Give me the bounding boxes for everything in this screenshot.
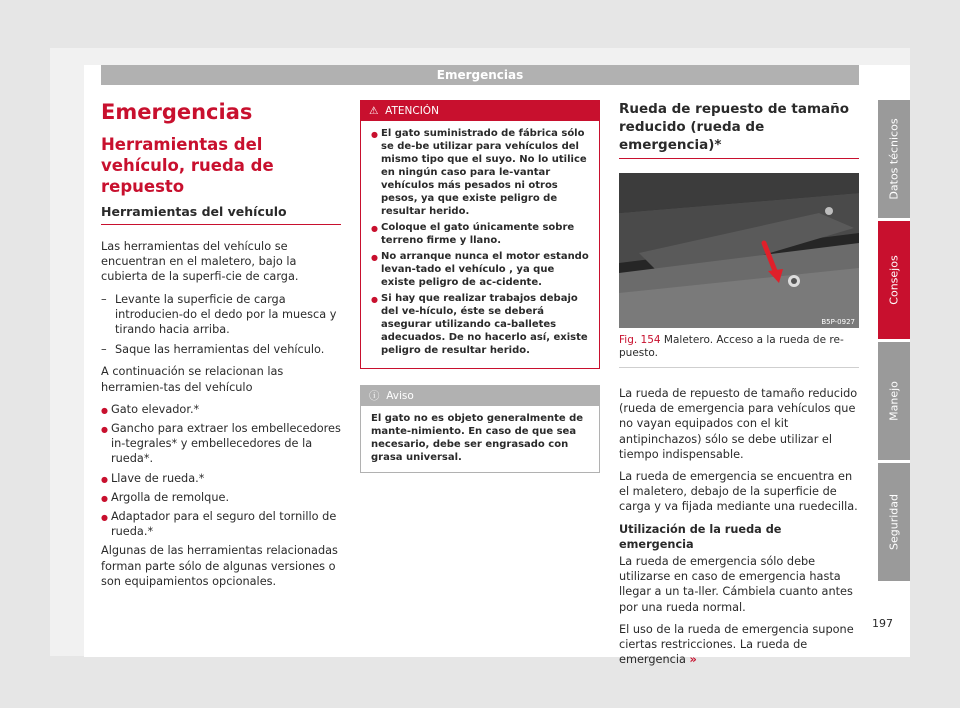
column-left	[101, 100, 341, 596]
figure-caption	[619, 334, 859, 368]
figure-label: Fig. 154	[619, 334, 661, 346]
chapter-title: Emergencias	[101, 100, 253, 124]
tool-item: ● Argolla de remolque.	[101, 490, 341, 505]
page-header: Emergencias	[101, 65, 859, 85]
paragraph: La rueda de emergencia se encuentra en el maletero, debajo de la superficie de carga y va fijada mediante una ruedecilla.	[619, 470, 858, 514]
note-icon: ⓘ	[369, 390, 380, 402]
column-right	[619, 100, 859, 674]
outro-paragraph: Algunas de las herramientas relacionadas forman parte sólo de algunas versiones o son equipamientos opcionales.	[101, 544, 338, 588]
warning-item: ● El gato suministrado de fábrica sólo se de-be utilizar para vehículos del mismo tipo que el suyo. No lo utilice en ningún caso para le-vantar vehículos más pesados ni otros pesos, ya que existe peligro de resultar herido.	[371, 127, 591, 218]
paragraph	[619, 622, 859, 668]
warning-icon: ⚠	[369, 105, 379, 117]
warning-body	[361, 121, 599, 368]
tab-manejo[interactable]: Manejo	[878, 342, 910, 460]
step-item: – Saque las herramientas del vehículo.	[101, 342, 341, 357]
image-code: B5P-0927	[821, 318, 855, 326]
step-item: – Levante la superficie de carga introducien-do el dedo por la muesca y tirando hacia arriba.	[101, 292, 341, 338]
paragraph: La rueda de emergencia sólo debe utilizarse en caso de emergencia hasta llegar a un ta-ller. Cámbiela cuanto antes por una rueda normal.	[619, 555, 853, 614]
trunk-illustration	[619, 173, 859, 328]
warning-item: ● No arranque nunca el motor estando levan-tado el vehículo , ya que existe peligro de ac-cidente.	[371, 250, 591, 289]
side-tabs	[878, 100, 910, 584]
warning-item: ● Si hay que realizar trabajos debajo del ve-hículo, éste se deberá asegurar utilizando ca-balletes adecuados. De no hacerlo así, existe peligro de resultar herido.	[371, 292, 591, 357]
paragraph: La rueda de repuesto de tamaño reducido (rueda de emergencia para vehículos que no vayan equipados con el kit antipinchazos) sólo se debe utilizar el tiempo indispensable.	[619, 387, 858, 461]
list-intro: A continuación se relacionan las herramien-tas del vehículo	[101, 365, 284, 394]
warning-title: ATENCIÓN	[385, 105, 439, 117]
warning-header	[361, 101, 599, 121]
warning-item: ● Coloque el gato únicamente sobre terreno firme y llano.	[371, 221, 591, 247]
page-number: 197	[872, 617, 893, 630]
section-title: Herramientas del vehículo, rueda de repuesto	[101, 135, 274, 196]
note-box	[360, 385, 600, 473]
tab-seguridad[interactable]: Seguridad	[878, 463, 910, 581]
note-header	[361, 386, 599, 406]
paragraph-text: El uso de la rueda de emergencia supone ciertas restricciones. La rueda de emergencia	[619, 622, 854, 667]
intro-paragraph: Las herramientas del vehículo se encuentran en el maletero, bajo la cubierta de la superfi-cie de carga.	[101, 240, 299, 284]
continue-marker: »	[689, 653, 697, 667]
subsection-title: Herramientas del vehículo	[101, 204, 341, 225]
section-title-spare-wheel: Rueda de repuesto de tamaño reducido (rueda de emergencia)*	[619, 100, 859, 159]
warning-box	[360, 100, 600, 369]
tool-item: ● Gato elevador.*	[101, 402, 341, 417]
usage-subheading: Utilización de la rueda de emergencia	[619, 522, 782, 551]
column-middle	[360, 100, 600, 473]
trunk-photo	[619, 173, 859, 328]
tool-item: ● Gancho para extraer los embellecedores in-tegrales* y embellecedores de la rueda*.	[101, 421, 341, 467]
figure-caption-text: Maletero. Acceso a la rueda de re-puesto.	[619, 334, 844, 359]
tab-consejos[interactable]: Consejos	[878, 221, 910, 339]
note-text: El gato no es objeto generalmente de mante-nimiento. En caso de que sea necesario, debe ser engrasado con grasa universal.	[371, 413, 584, 463]
tool-item: ● Adaptador para el seguro del tornillo de rueda.*	[101, 509, 341, 539]
tab-datos-tecnicos[interactable]: Datos técnicos	[878, 100, 910, 218]
tool-item: ● Llave de rueda.*	[101, 471, 341, 486]
note-title: Aviso	[386, 390, 414, 402]
